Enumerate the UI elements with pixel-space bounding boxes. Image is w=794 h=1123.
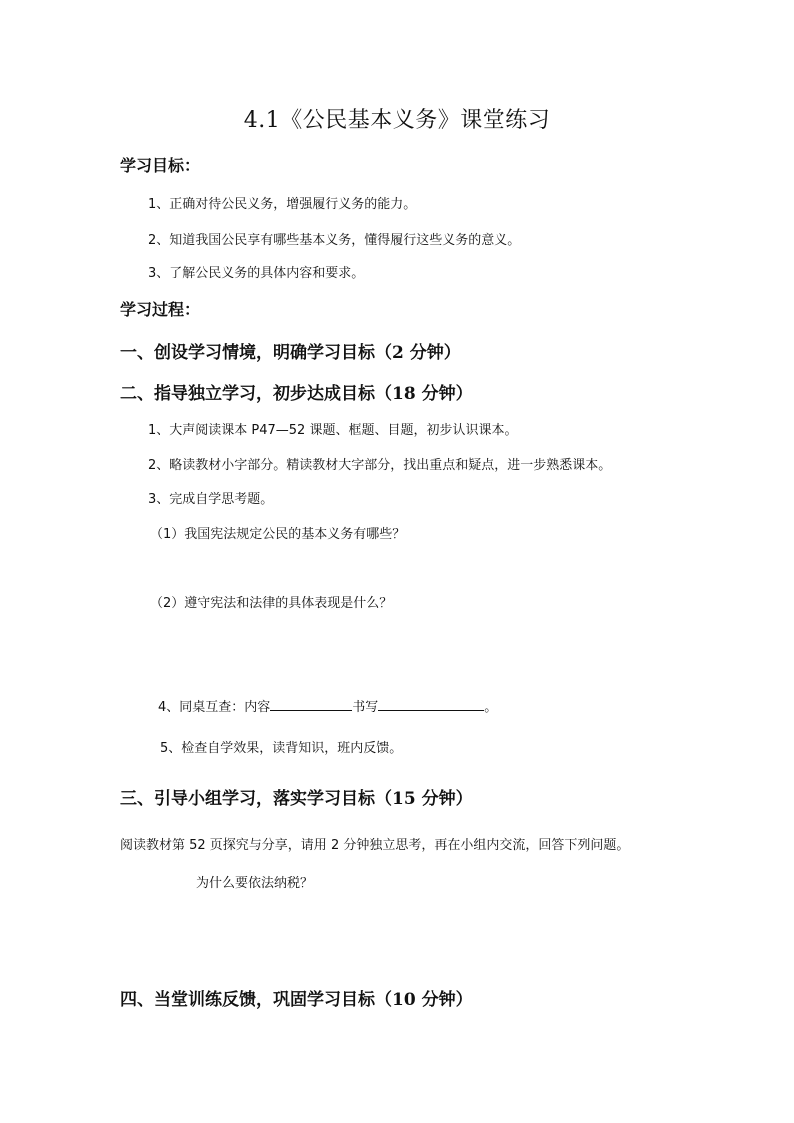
process-heading: 学习过程： [120,300,201,319]
peer-check-suffix: 。 [484,700,498,715]
objective-item-3: 3、了解公民义务的具体内容和要求。 [148,266,365,281]
peer-check-middle: 书写 [352,700,379,715]
page-title: 4.1《公民基本义务》课堂练习 [243,108,551,133]
section-2-item-1: 1、大声阅读课本 P47—52 课题、框题、目题，初步认识课本。 [148,423,518,438]
writing-blank[interactable] [378,698,484,711]
peer-check-line [158,696,497,715]
content-blank[interactable] [270,698,352,711]
section-3-heading: 三、引导小组学习，落实学习目标（15 分钟） [120,789,473,809]
section-2-item-2: 2、略读教材小字部分。精读教材大字部分，找出重点和疑点，进一步熟悉课本。 [148,458,612,473]
section-1-heading: 一、创设学习情境，明确学习目标（2 分钟） [120,343,461,363]
section-2-heading: 二、指导独立学习，初步达成目标（18 分钟） [120,384,473,404]
objectives-heading: 学习目标： [120,156,201,175]
section-4-heading: 四、当堂训练反馈，巩固学习目标（10 分钟） [120,990,473,1010]
peer-check-prefix: 4、同桌互查：内容 [158,700,271,715]
objective-item-1: 1、正确对待公民义务，增强履行义务的能力。 [148,197,417,212]
section-2-item-5: 5、检查自学效果，读背知识，班内反馈。 [160,741,403,756]
section-2-item-3: 3、完成自学思考题。 [148,492,274,507]
section-3-intro: 阅读教材第 52 页探究与分享，请用 2 分钟独立思考，再在小组内交流，回答下列问题。 [120,838,630,853]
section-3-question: 为什么要依法纳税？ [196,876,314,891]
objective-item-2: 2、知道我国公民享有哪些基本义务，懂得履行这些义务的意义。 [148,233,521,248]
question-2: （2）遵守宪法和法律的具体表现是什么？ [150,596,393,611]
question-1: （1）我国宪法规定公民的基本义务有哪些？ [150,527,406,542]
